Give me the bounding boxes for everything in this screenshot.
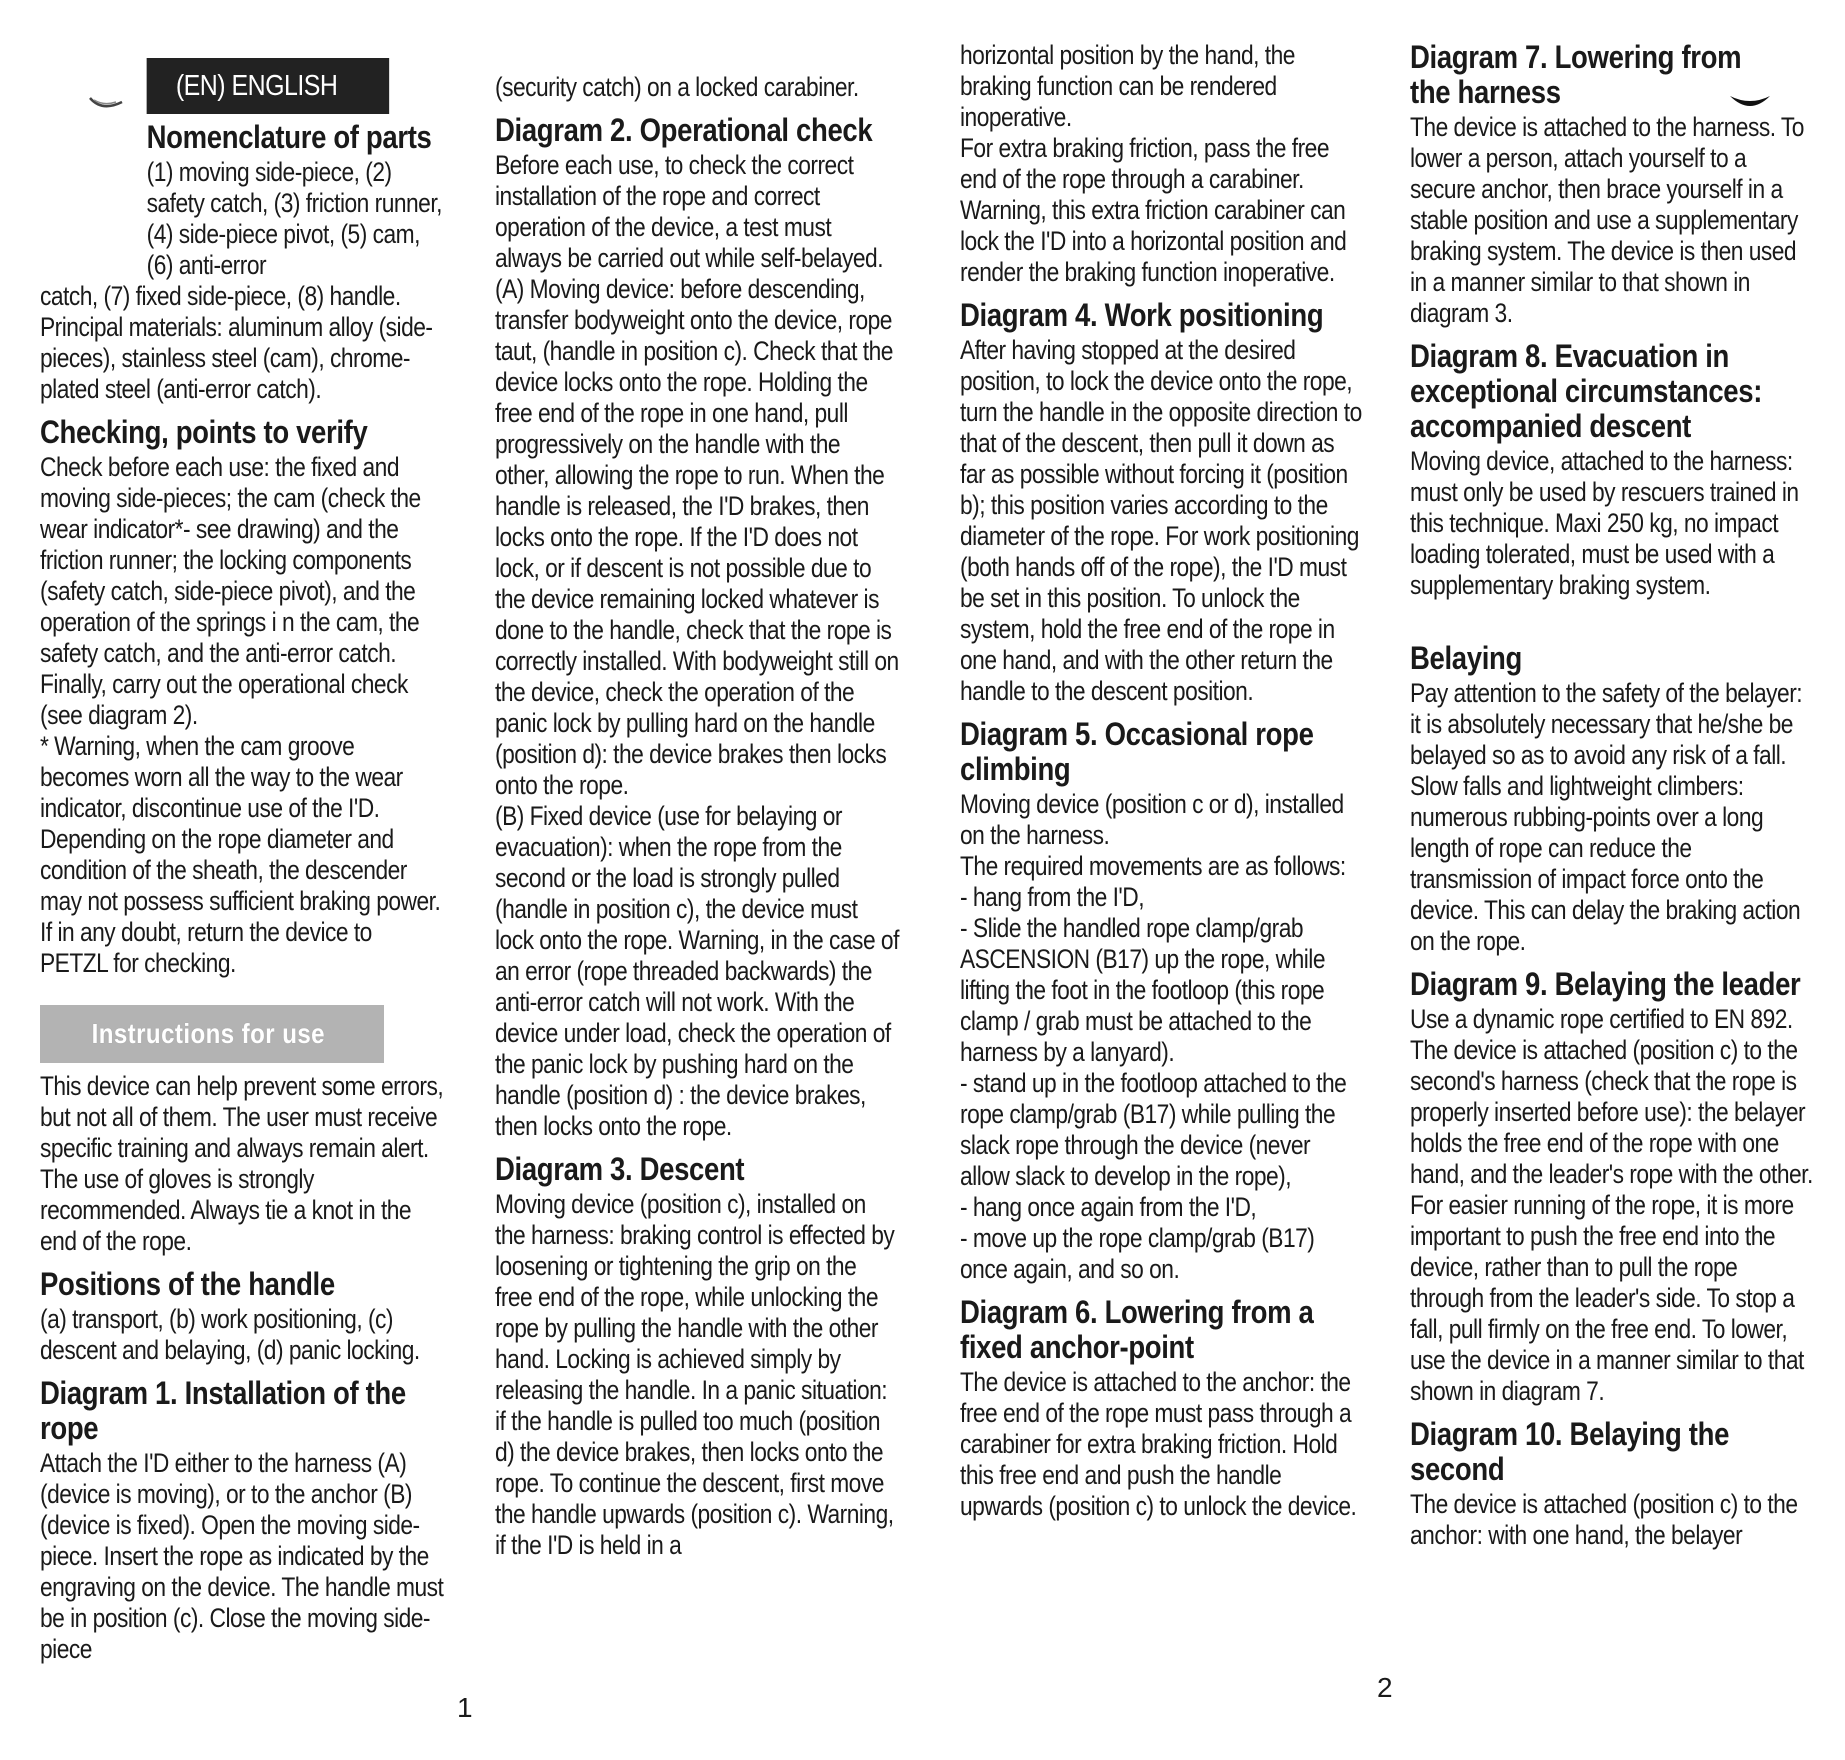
diagram-8-text: Moving device, attached to the harness: must only be used by rescuers trained in this technique. Maxi 250 kg, no impact loading tolerated, must be used with a supplementary braking system. [1410, 446, 1799, 600]
diagram-5-step-5: - move up the rope clamp/grab (B17) once again, and so on. [960, 1223, 1315, 1284]
nomenclature-heading: Nomenclature of parts [146, 119, 432, 155]
diagram-10-text: The device is attached (position c) to the anchor: with one hand, the belayer [1410, 1489, 1798, 1550]
diagram-3-text: Moving device (position c), installed on the harness: braking control is effected by loosening or tightening the grip on the free end of the rope, while unlocking the rope by pulling the handle with the other hand. Locking is achieved simply by releasing the handle. In a panic situation: if the handle is pulled too much (position d) the device brakes, then locks onto the rope. To continue the descent, first move the handle upwards (position c). Warning, if the I'D is held in a [495, 1189, 895, 1560]
column-4 [1410, 40, 1814, 1551]
continued-text: horizontal position by the hand, the braking function can be rendered inoperative. [960, 40, 1295, 132]
diagram-4-text: After having stopped at the desired position, to lock the device onto the rope, turn the handle in the opposite direction to that of the descent, then pull it down as far as possible without forcing it (position b); this position varies according to the diameter of the rope. For work positioning (both hands off of the rope), the I'D must be set in this position. To unlock the system, hold the free end of the rope in one hand, and with the other return the handle to the descent position. [960, 335, 1362, 706]
page-number-1: 1 [457, 1692, 473, 1723]
diagram-1-heading: Diagram 1. Installation of the rope [40, 1375, 406, 1446]
diagram-5-text-1: Moving device (position c or d), installed on the harness. [960, 789, 1344, 850]
continued-text: (security catch) on a locked carabiner. [495, 72, 859, 102]
diagram-3-heading: Diagram 3. Descent [495, 1151, 745, 1187]
diagram-6-text: The device is attached to the anchor: the free end of the rope must pass through a carabiner for extra braking friction. Hold this free end and push the handle upwards (position c) to unlock the device. [960, 1367, 1357, 1521]
page-number-2: 2 [1377, 1672, 1393, 1703]
diagram-9-heading: Diagram 9. Belaying the leader [1410, 966, 1801, 1002]
diagram-8-heading: Diagram 8. Evacuation in exceptional circumstances: accompanied descent [1410, 338, 1763, 444]
diagram-2-text-2: (A) Moving device: before descending, transfer bodyweight onto the device, rope taut, (handle in position c). Check that the device locks onto the rope. Holding the free end of the rope in one hand, pull progressively on the handle with the other, allowing the rope to run. When the handle is released, the I'D brakes, then locks onto the rope. If the I'D does not lock, or if descent is not possible due to the device remaining locked whatever is done to the handle, check that the rope is correctly installed. With bodyweight still on the device, check the operation of the panic lock by pulling hard on the handle (position d): the device brakes then locks onto the rope. [495, 274, 899, 800]
column-3 [960, 40, 1364, 1522]
diagram-2-text-1: Before each use, to check the correct installation of the rope and correct operation of the device, a test must always be carried out while self-belayed. [495, 150, 884, 273]
diagram-7-text: The device is attached to the harness. To lower a person, attach yourself to a secure anchor, then brace yourself in a stable position and use a supplementary braking system. The device is then used in a manner similar to that shown in diagram 3. [1410, 112, 1804, 328]
column-2 [495, 40, 899, 1561]
diagram-6-heading: Diagram 6. Lowering from a fixed anchor-point [960, 1294, 1314, 1365]
belaying-text: Pay attention to the safety of the belayer: it is absolutely necessary that he/she be belayed so as to avoid any risk of a fall. Slow falls and lightweight climbers: numerous rubbing-points over a long length of rope can reduce the transmission of impact force onto the device. This can delay the braking action on the rope. [1410, 678, 1803, 956]
diagram-2-heading: Diagram 2. Operational check [495, 112, 873, 148]
diagram-1-text: Attach the I'D either to the harness (A) (device is moving), or to the anchor (B) (device is fixed). Open the moving side-piece. Insert the rope as indicated by the engraving on the device. The handle must be in position (c). Close the moving side-piece [40, 1448, 444, 1664]
belaying-heading: Belaying [1410, 640, 1522, 676]
diagram-5-step-2: - Slide the handled rope clamp/grab ASCENSION (B17) up the rope, while lifting the foot in the footloop (this rope clamp / grab must be attached to the harness by a lanyard). [960, 913, 1326, 1067]
diagram-7-heading: Diagram 7. Lowering from the harness [1410, 39, 1742, 110]
diagram-5-heading: Diagram 5. Occasional rope climbing [960, 716, 1314, 787]
diagram-5-text-2: The required movements are as follows: [960, 851, 1346, 881]
checking-heading: Checking, points to verify [40, 414, 368, 450]
diagram-10-heading: Diagram 10. Belaying the second [1410, 1416, 1730, 1487]
diagram-4-heading: Diagram 4. Work positioning [960, 297, 1324, 333]
diagram-9-text: Use a dynamic rope certified to EN 892. The device is attached (position c) to the second's harness (check that the rope is properly inserted before use): the belayer holds the free end of the rope with one hand, and the leader's rope with the other. For easier running of the rope, it is more important to push the free end into the device, rather than to pull the rope through from the leader's side. To stop a fall, pull firmly on the free end. To lower, use the device in a manner similar to that shown in diagram 7. [1410, 1004, 1813, 1406]
diagram-2-text-3: (B) Fixed device (use for belaying or evacuation): when the rope from the second or the load is strongly pulled (handle in position c), the device must lock onto the rope. Warning, in the case of an error (rope threaded backwards) the anti-error catch will not work. With the device under load, check the operation of the panic lock by pushing hard on the handle (position d) : the device brakes, then locks onto the rope. [495, 801, 899, 1141]
diagram-5-step-1: - hang from the I'D, [960, 882, 1145, 912]
instructions-banner: Instructions for use [40, 1005, 384, 1063]
positions-text: (a) transport, (b) work positioning, (c) descent and belaying, (d) panic locking. [40, 1304, 420, 1365]
diagram-5-step-3: - stand up in the footloop attached to the rope clamp/grab (B17) while pulling the slack rope through the device (never allow slack to develop in the rope), [960, 1068, 1347, 1191]
diagram-5-step-4: - hang once again from the I'D, [960, 1192, 1257, 1222]
checking-text: Check before each use: the fixed and moving side-pieces; the cam (check the wear indicator*- see drawing) and the friction runner; the locking components (safety catch, side-piece pivot), and the operation of the springs i n the cam, the safety catch, and the anti-error catch. Finally, carry out the operational check (see diagram 2). [40, 452, 421, 730]
nomenclature-text-cont: catch, (7) fixed side-piece, (8) handle. Principal materials: aluminum alloy (side-pieces), stainless steel (cam), chrome-plated steel (anti-error catch). [40, 281, 433, 404]
instructions-text: This device can help prevent some errors, but not all of them. The user must receive specific training and always remain alert. The use of gloves is strongly recommended. Always tie a knot in the end of the rope. [40, 1071, 444, 1256]
language-label: (EN) ENGLISH [147, 58, 390, 114]
checking-warning: * Warning, when the cam groove becomes worn all the way to the wear indicator, discontinue use of the I'D. Depending on the rope diameter and condition of the sheath, the descender may not possess sufficient braking power. If in any doubt, return the device to PETZL for checking. [40, 731, 441, 978]
column-1 [40, 40, 444, 1665]
positions-heading: Positions of the handle [40, 1266, 335, 1302]
extra-friction-text: For extra braking friction, pass the free end of the rope through a carabiner. Warning, this extra friction carabiner can lock the I'D into a horizontal position and render the braking function inoperative. [960, 133, 1347, 287]
nomenclature-text: (1) moving side-piece, (2) safety catch, (3) friction runner, (4) side-piece pivot, (5) cam, (6) anti-error [146, 157, 442, 280]
